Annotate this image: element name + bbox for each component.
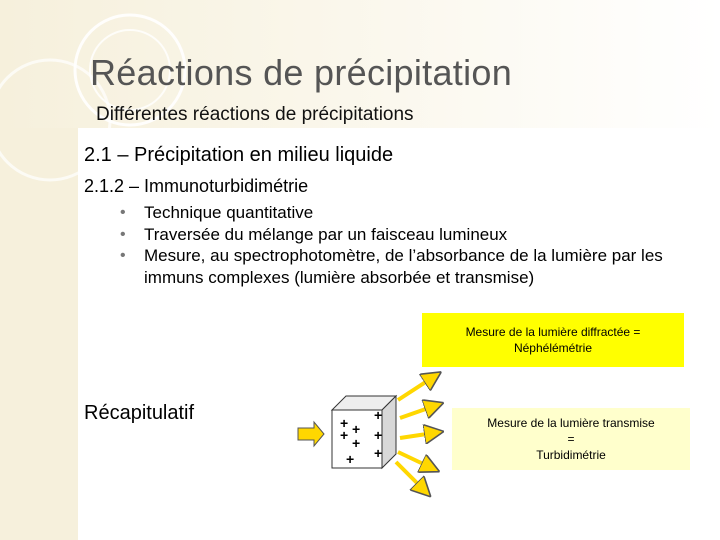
- plus-icon: +: [352, 421, 361, 437]
- bullet-icon: •: [120, 204, 126, 221]
- bullet-icon: •: [120, 225, 126, 243]
- bullet-text: Mesure, au spectrophotomètre, de l’absorbance de la lumière par les immuns complexes (lumière absorbée et transmise): [144, 246, 663, 287]
- turbidimetry-line-2: =: [567, 432, 575, 446]
- plus-icon: +: [352, 435, 361, 451]
- subsection-heading: 2.1.2 – Immunoturbidimétrie: [84, 176, 309, 196]
- decorative-circles: [0, 0, 200, 200]
- list-item: [116, 245, 706, 288]
- section-heading: 2.1 – Précipitation en milieu liquide: [84, 144, 394, 166]
- nephelometry-box: [422, 313, 684, 367]
- list-item: [116, 224, 706, 246]
- light-scattering-diagram: [290, 370, 450, 500]
- list-item: [116, 202, 706, 224]
- recap-label: Récapitulatif: [84, 402, 195, 424]
- plus-icon: +: [374, 445, 383, 461]
- plus-icon: +: [374, 407, 383, 423]
- slide-title: Réactions de précipitation: [90, 52, 513, 93]
- plus-icon: +: [374, 427, 383, 443]
- bullet-text: Technique quantitative: [144, 203, 314, 222]
- bullet-icon: •: [120, 247, 126, 264]
- nephelometry-line-1: Mesure de la lumière diffractée =: [465, 325, 641, 339]
- turbidimetry-box: [452, 408, 690, 470]
- plus-icon: +: [340, 415, 349, 431]
- incident-beam-arrow: [298, 422, 324, 446]
- slide-subtitle: Différentes réactions de précipitations: [96, 104, 414, 125]
- bullet-list: [116, 202, 706, 288]
- plus-icon: +: [340, 427, 349, 443]
- turbidimetry-line-3: Turbidimétrie: [536, 448, 606, 462]
- nephelometry-line-2: Néphélémétrie: [513, 341, 593, 355]
- turbidimetry-line-1: Mesure de la lumière transmise: [487, 416, 655, 430]
- bullet-text: Traversée du mélange par un faisceau lumineux: [144, 224, 508, 244]
- scattered-light-arrows: [396, 374, 440, 494]
- plus-icon: +: [346, 451, 355, 467]
